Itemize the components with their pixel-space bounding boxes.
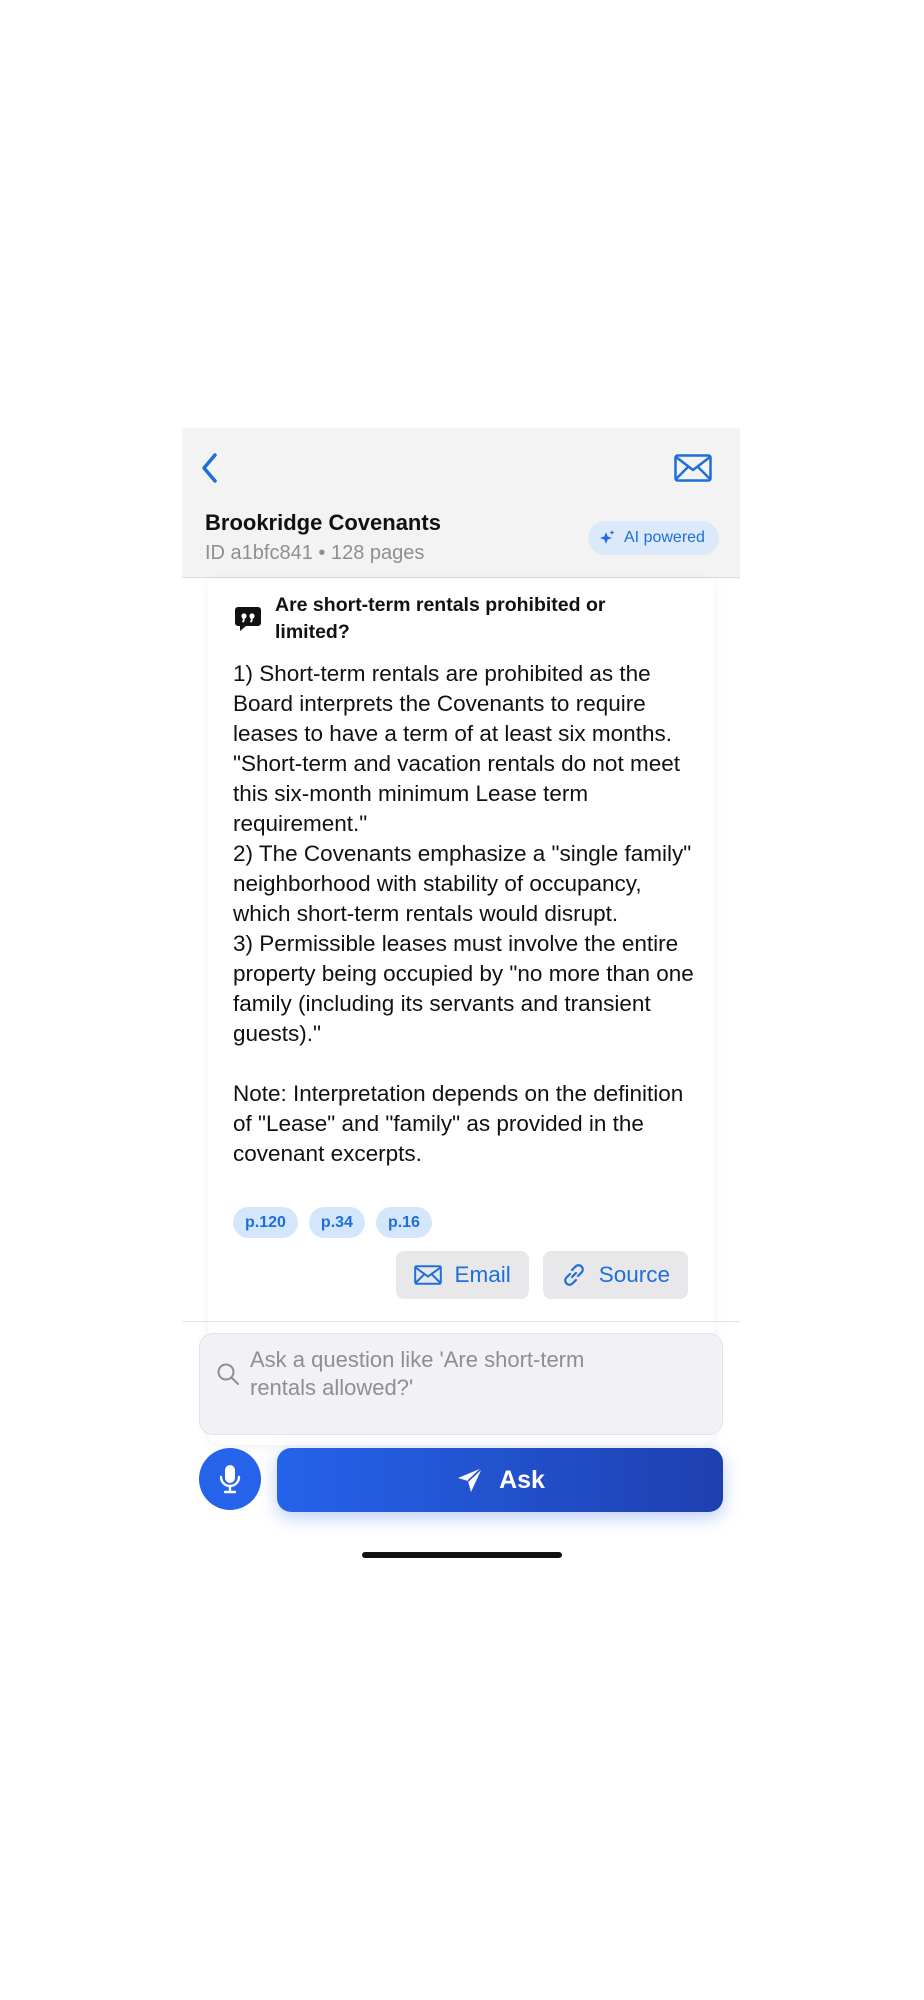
source-button[interactable]	[543, 1251, 688, 1299]
email-button-label: Email	[454, 1262, 511, 1287]
chevron-left-icon	[200, 452, 220, 484]
home-indicator	[362, 1552, 562, 1558]
question-text: Are short-term rentals prohibited or limited?	[275, 594, 606, 643]
ask-button[interactable]	[277, 1448, 723, 1512]
answer-card	[208, 579, 714, 1445]
search-icon	[216, 1362, 240, 1386]
envelope-icon	[674, 454, 712, 482]
source-button-label: Source	[598, 1262, 670, 1287]
divider	[182, 1321, 740, 1322]
ai-powered-badge	[588, 521, 719, 555]
question-input[interactable]	[199, 1333, 723, 1435]
question-input-placeholder: Ask a question like 'Are short-term rentals allowed?'	[250, 1347, 585, 1400]
microphone-icon	[218, 1463, 242, 1495]
sparkle-icon	[598, 529, 616, 547]
answer-actions	[396, 1251, 688, 1299]
document-meta: ID a1bfc841 • 128 pages	[205, 542, 425, 564]
paper-plane-icon	[455, 1465, 485, 1495]
header	[182, 428, 740, 578]
ai-badge-label: AI powered	[624, 529, 705, 546]
email-document-button[interactable]	[672, 448, 714, 488]
page-ref-chip[interactable]: p.120	[233, 1207, 298, 1238]
ask-button-label: Ask	[499, 1465, 545, 1494]
app-screen	[182, 428, 740, 1570]
microphone-button[interactable]	[199, 1448, 261, 1510]
link-icon	[561, 1262, 587, 1288]
email-button[interactable]	[396, 1251, 528, 1299]
quote-bubble-icon	[234, 605, 262, 633]
envelope-icon	[414, 1265, 442, 1285]
answer-text: 1) Short-term rentals are prohibited as the Board interprets the Covenants to require leases to have a term of at least six months. "Short-term and vacation rentals do not meet this six-month minimum Lease term requirement." 2) The Covenants emphasize a "single family" neighborhood with stability of occupancy, which short-term rentals would disrupt. 3) Permissible leases must involve the entire property being occupied by "no more than one family (including its servants and transient guests)." Note: Interpretation depends on the definition of "Lease" and "family" as provided in the covenant excerpts.	[233, 661, 694, 1166]
page-references	[233, 1207, 432, 1238]
document-title: Brookridge Covenants	[205, 510, 441, 535]
page-ref-chip[interactable]: p.34	[309, 1207, 365, 1238]
back-button[interactable]	[190, 446, 230, 490]
page-ref-chip[interactable]: p.16	[376, 1207, 432, 1238]
